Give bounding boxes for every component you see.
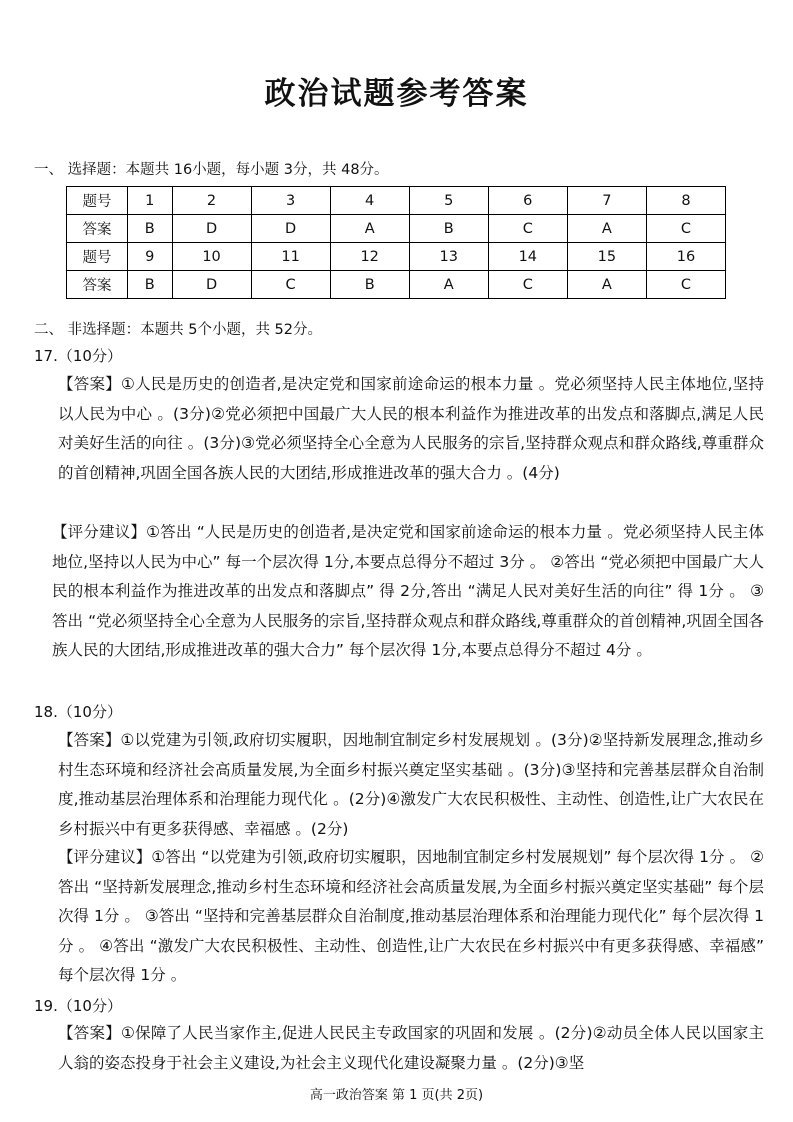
table-row: [67, 243, 726, 271]
section-2-heading: 二、 非选择题：本题共 5个小题，共 52分。: [34, 322, 323, 338]
table-cell: A: [567, 215, 646, 243]
table-cell: D: [251, 215, 330, 243]
table-cell: 10: [172, 243, 251, 271]
row-label: 答案: [67, 215, 128, 243]
table-cell: 2: [172, 187, 251, 215]
table-row: [67, 271, 726, 299]
table-row: [67, 215, 726, 243]
table-cell: A: [567, 271, 646, 299]
q17-label: 17.（10分）: [34, 347, 122, 365]
table-cell: 14: [488, 243, 567, 271]
table-cell: 4: [330, 187, 409, 215]
table-cell: 5: [409, 187, 488, 215]
q18-answer: 【答案】①以党建为引领,政府切实履职，因地制宜制定乡村发展规划 。(3分)②坚持新发展理念,推动乡村生态环境和经济社会高质量发展,为全面乡村振兴奠定坚实基础 。(3分)③坚持和完善基层群众自治制度,推动基层治理体系和治理能力现代化 。(2分)④激发广大农民积极性、主动性、创造性,让广大农民在乡村振兴中有更多获得感、幸福感 。(2分): [58, 731, 764, 838]
table-cell: B: [330, 271, 409, 299]
table-cell: 8: [646, 187, 725, 215]
table-cell: B: [128, 271, 173, 299]
table-cell: C: [488, 271, 567, 299]
answer-table: [66, 186, 726, 299]
q18-scoring: 【评分建议】①答出 “以党建为引领,政府切实履职，因地制宜制定乡村发展规划” 每个层次得 1分 。 ②答出 “坚持新发展理念,推动乡村生态环境和经济社会高质量发展,为全面乡村振兴奠定坚实基础” 每个层次得 1分 。 ③答出 “坚持和完善基层群众自治制度,推动基层治理体系和治理能力现代化” 每个层次得 1分 。 ④答出 “激发广大农民积极性、主动性、创造性,让广大农民在乡村振兴中有更多获得感、幸福感” 每个层次得 1分 。: [58, 848, 764, 984]
q17-scoring: 【评分建议】①答出 “人民是历史的创造者,是决定党和国家前途命运的根本力量 。党必须坚持人民主体地位,坚持以人民为中心” 每一个层次得 1分,本要点总得分不超过 3分 。 ②答出 “党必须把中国最广大人民的根本利益作为推进改革的出发点和落脚点” 得 2分,答出 “满足人民对美好生活的向往” 得 1分 。 ③答出 “党必须坚持全心全意为人民服务的宗旨,坚持群众观点和群众路线,尊重群众的首创精神,巩固全国各族人民的大团结,形成推进改革的强大合力” 每个层次得 1分,本要点总得分不超过 4分 。: [52, 523, 764, 659]
table-cell: 6: [488, 187, 567, 215]
q19-label: 19.（10分）: [34, 997, 122, 1015]
table-cell: 13: [409, 243, 488, 271]
row-label: 答案: [67, 271, 128, 299]
page-footer: 高一政治答案 第 1 页(共 2页): [309, 1088, 484, 1103]
table-cell: A: [330, 215, 409, 243]
table-cell: 11: [251, 243, 330, 271]
table-cell: B: [128, 215, 173, 243]
q19-answer: 【答案】①保障了人民当家作主,促进人民民主专政国家的巩固和发展 。(2分)②动员全体人民以国家主人翁的姿态投身于社会主义建设,为社会主义现代化建设凝聚力量 。(2分)③坚: [58, 1024, 764, 1072]
table-cell: C: [646, 215, 725, 243]
table-cell: 3: [251, 187, 330, 215]
table-cell: D: [172, 215, 251, 243]
table-cell: C: [488, 215, 567, 243]
row-label: 题号: [67, 187, 128, 215]
table-cell: 9: [128, 243, 173, 271]
table-cell: 12: [330, 243, 409, 271]
table-cell: 1: [128, 187, 173, 215]
table-cell: 16: [646, 243, 725, 271]
page-title: 政治试题参考答案: [264, 76, 529, 112]
q18-label: 18.（10分）: [34, 703, 122, 721]
table-row: [67, 187, 726, 215]
row-label: 题号: [67, 243, 128, 271]
table-cell: C: [251, 271, 330, 299]
table-cell: B: [409, 215, 488, 243]
section-1-heading: 一、 选择题：本题共 16小题，每小题 3分，共 48分。: [34, 162, 389, 178]
table-cell: 7: [567, 187, 646, 215]
table-cell: D: [172, 271, 251, 299]
q17-answer: 【答案】①人民是历史的创造者,是决定党和国家前途命运的根本力量 。党必须坚持人民主体地位,坚持以人民为中心 。(3分)②党必须把中国最广大人民的根本利益作为推进改革的出发点和落脚点,满足人民对美好生活的向往 。(3分)③党必须坚持全心全意为人民服务的宗旨,坚持群众观点和群众路线,尊重群众的首创精神,巩固全国各族人民的大团结,形成推进改革的强大合力 。(4分): [58, 375, 764, 482]
table-cell: 15: [567, 243, 646, 271]
table-cell: A: [409, 271, 488, 299]
table-cell: C: [646, 271, 725, 299]
